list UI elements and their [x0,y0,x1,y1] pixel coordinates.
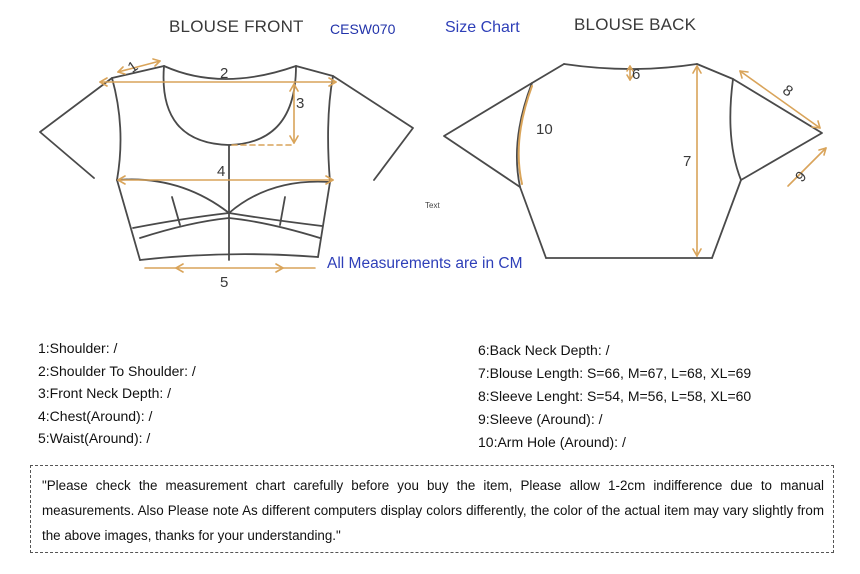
label-5: 5 [220,274,229,291]
measurement-item: 6:Back Neck Depth: / [478,342,610,358]
blouse-back-title: BLOUSE BACK [574,15,697,34]
label-2: 2 [220,65,229,82]
label-3: 3 [296,95,305,112]
measurement-item: 7:Blouse Length: S=66, M=67, L=68, XL=69 [478,365,752,381]
measurement-item: 8:Sleeve Lenght: S=54, M=56, L=58, XL=60 [478,388,752,404]
measurement-lines [100,59,826,272]
measurements-left-list [38,337,196,450]
measurement-item: 1:Shoulder: / [38,340,118,356]
measurement-item: 10:Arm Hole (Around): / [478,434,626,450]
units-note: All Measurements are in CM [327,255,523,272]
label-7: 7 [683,153,692,170]
measurement-item: 4:Chest(Around): / [38,407,153,424]
blouse-front-outline [40,66,413,260]
small-text-label: Text [425,201,440,210]
blouse-front-title: BLOUSE FRONT [169,17,304,36]
blouse-back-outline [444,64,822,258]
measurement-item: 9:Sleeve (Around): / [478,411,603,427]
product-code: CESW070 [330,21,396,37]
label-9: 9 [792,168,811,186]
disclaimer-note: "Please check the measurement chart carefully before you buy the item, Please allow 1-2cm indifference due to manual measurements. Also Please note As different computers display colors differently, the color of the actual item may vary slightly from the above images, thanks for your understanding." [30,465,834,553]
measurement-item: 2:Shoulder To Shoulder: / [38,362,196,379]
label-6: 6 [632,66,641,83]
label-10: 10 [536,121,553,138]
size-chart-title: Size Chart [445,19,520,36]
measurement-item: 5:Waist(Around): / [38,430,151,446]
measurement-item: 3:Front Neck Depth: / [38,385,172,401]
label-1: 1 [124,57,142,77]
measurements-right-list [478,339,751,454]
label-4: 4 [217,163,226,180]
label-8: 8 [779,81,796,101]
